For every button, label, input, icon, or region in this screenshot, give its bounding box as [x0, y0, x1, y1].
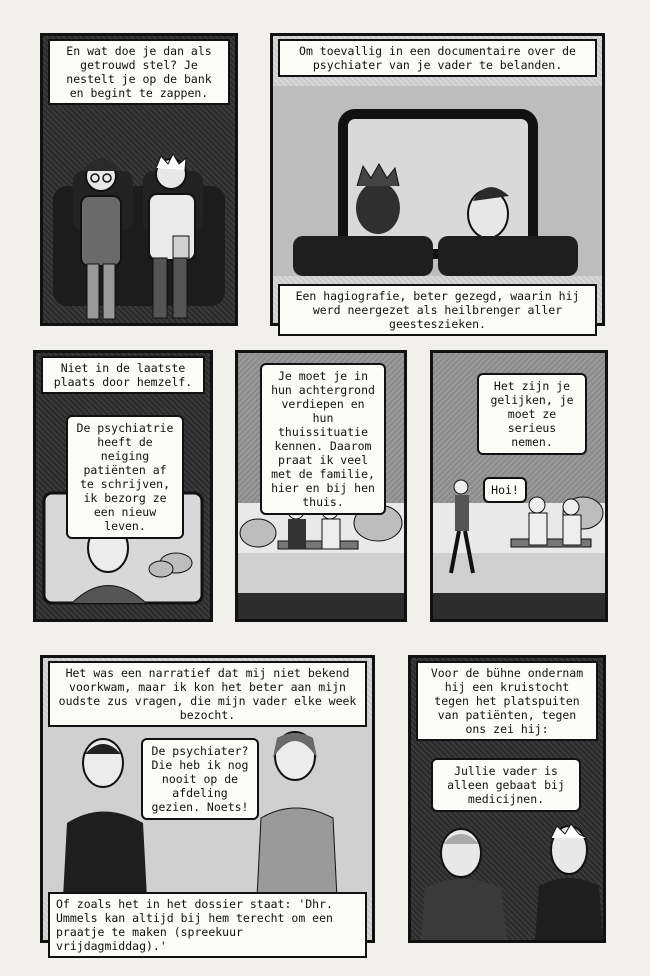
caption-bottom: Of zoals het in het dossier staat: 'Dhr. Ummels kan altijd bij hem terecht om een praatje te maken (spreekuur vrijdagmiddag).' — [48, 892, 367, 958]
speech-bubble: Het zijn je gelijken, je moet ze serieus nemen. — [477, 373, 587, 455]
caption-box: Niet in de laatste plaats door hemzelf. — [41, 356, 205, 394]
caption-top: Het was een narratief dat mij niet bekend voorkwam, maar ik kon het beter aan mijn oudste zus vragen, die mijn vader elke week bezocht. — [48, 661, 367, 727]
panel-4 — [235, 350, 407, 622]
panel-5 — [430, 350, 608, 622]
panel-6 — [40, 655, 375, 953]
caption-box: En wat doe je dan als getrouwd stel? Je nestelt je op de bank en begint te zappen. — [48, 39, 230, 105]
caption-top: Om toevallig in een documentaire over de psychiater van je vader te belanden. — [278, 39, 597, 77]
speech-bubble: Je moet je in hun achtergrond verdiepen en hun thuissituatie kennen. Daarom praat ik veel met de familie, hier en bij hen thuis. — [260, 363, 386, 515]
caption-box: Voor de bühne ondernam hij een kruistocht tegen het platspuiten van patiënten, tegen ons zei hij: — [416, 661, 598, 741]
panel-7 — [408, 655, 606, 943]
panel-2 — [270, 33, 605, 331]
panel-1 — [40, 33, 238, 326]
speech-bubble: De psychiatrie heeft de neiging patiënten af te schrijven, ik bezorg ze een nieuw leven. — [66, 415, 184, 539]
speech-bubble: Jullie vader is alleen gebaat bij medicijnen. — [431, 758, 581, 812]
tv-viewers-illustration — [273, 36, 602, 323]
caption-bottom: Een hagiografie, beter gezegd, waarin hij werd neergezet als heilbrenger aller geesteszieken. — [278, 284, 597, 336]
panel-3 — [33, 350, 213, 622]
speech-bubble: De psychiater? Die heb ik nog nooit op de afdeling gezien. Noets! — [141, 738, 259, 820]
greeting-bubble: Hoi! — [483, 477, 527, 503]
